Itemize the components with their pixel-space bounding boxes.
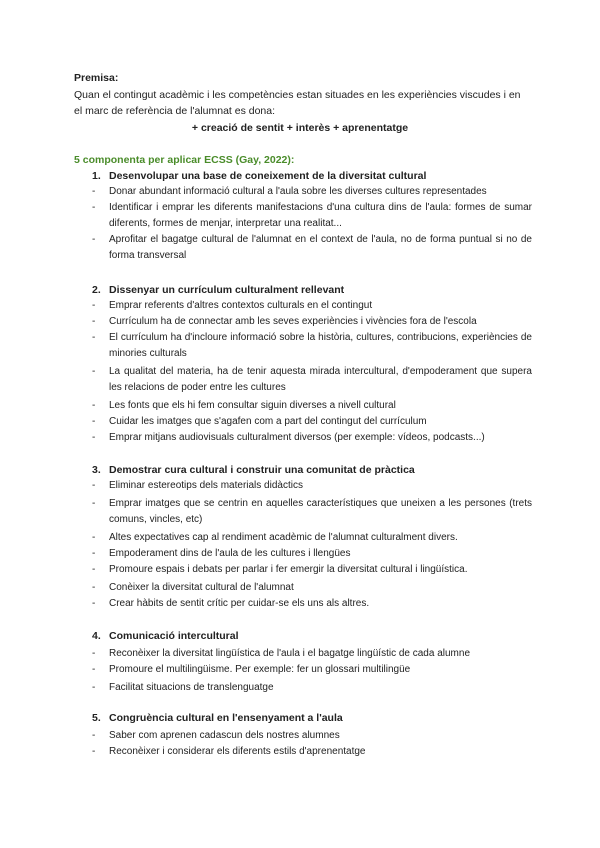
premise-result: + creació de sentit + interès + aprenentatge <box>191 122 409 134</box>
premise-line-2: el marc de referència de l'alumnat es dona: <box>74 105 276 117</box>
section-title: Comunicació intercultural <box>109 630 239 642</box>
list-item: - Reconèixer i considerar els diferents estils d'aprenentatge <box>92 746 366 757</box>
components-title: 5 componenta per aplicar ECSS (Gay, 2022): <box>74 154 295 166</box>
list-item: - Currículum ha de connectar amb les seves experiències i vivències fora de l'escola <box>92 316 477 327</box>
list-item: - Les fonts que els hi fem consultar siguin diverses a nivell cultural <box>92 400 396 411</box>
section-number: 2. <box>92 284 101 296</box>
list-item: - Crear hàbits de sentit crític per cuidar-se els uns als altres. <box>92 598 370 609</box>
list-item: - Saber com aprenen cadascun dels nostres alumnes <box>92 730 340 741</box>
section-3-heading <box>92 464 415 476</box>
section-number: 5. <box>92 712 101 724</box>
list-item: - Eliminar estereotips dels materials didàctics <box>92 480 303 491</box>
premise-title: Premisa: <box>74 72 119 84</box>
premise-line-1: Quan el contingut acadèmic i les competències estan situades en les experiències viscudes i en <box>74 89 521 101</box>
list-item: - El currículum ha d'incloure informació sobre la història, cultures, contribucions, experiències de minories culturals <box>92 332 532 359</box>
section-number: 3. <box>92 464 101 476</box>
list-item: - Altes expectatives cap al rendiment acadèmic de l'alumnat culturalment divers. <box>92 532 458 543</box>
list-item: - Emprar mitjans audiovisuals culturalment diversos (per exemple: vídeos, podcasts...) <box>92 432 485 443</box>
section-title: Demostrar cura cultural i construir una comunitat de pràctica <box>109 464 415 476</box>
section-number: 1. <box>92 170 101 182</box>
list-item: - Aprofitar el bagatge cultural de l'alumnat en el context de l'aula, no de forma puntual si no de forma transversal <box>92 234 532 261</box>
list-item: - Promoure el multilingüisme. Per exemple: fer un glossari multilingüe <box>92 664 411 675</box>
list-item: - Conèixer la diversitat cultural de l'alumnat <box>92 582 294 593</box>
list-item: - Reconèixer la diversitat lingüística de l'aula i el bagatge lingüístic de cada alumne <box>92 648 471 659</box>
section-title: Desenvolupar una base de coneixement de la diversitat cultural <box>109 170 427 182</box>
section-1-heading <box>92 170 426 182</box>
section-4-heading <box>92 630 239 642</box>
section-5-heading <box>92 712 343 724</box>
section-2-heading <box>92 284 344 296</box>
list-item: - Emprar referents d'altres contextos culturals en el contingut <box>92 300 373 311</box>
list-item: - Identificar i emprar les diferents manifestacions d'una cultura dins de l'aula: formes de sumar diferents, formes de menjar, interpretar una realitat... <box>92 202 532 229</box>
list-item: - Promoure espais i debats per parlar i fer emergir la diversitat cultural i lingüística. <box>92 564 468 575</box>
section-title: Congruència cultural en l'ensenyament a l'aula <box>109 712 343 724</box>
section-number: 4. <box>92 630 101 642</box>
list-item: - Facilitat situacions de translenguatge <box>92 682 274 693</box>
section-title: Dissenyar un currículum culturalment rellevant <box>109 284 345 296</box>
list-item: - Empoderament dins de l'aula de les cultures i llengües <box>92 548 351 559</box>
list-item: - Emprar imatges que se centrin en aquelles característiques que uneixen a les persones (trets comuns, vincles, etc) <box>92 498 532 525</box>
list-item: - Donar abundant informació cultural a l'aula sobre les diverses cultures representades <box>92 186 487 197</box>
list-item: - Cuidar les imatges que s'agafen com a part del contingut del currículum <box>92 416 427 427</box>
list-item: - La qualitat del materia, ha de tenir aquesta mirada intercultural, d'empoderament que supera les relacions de poder entre les cultures <box>92 366 532 393</box>
